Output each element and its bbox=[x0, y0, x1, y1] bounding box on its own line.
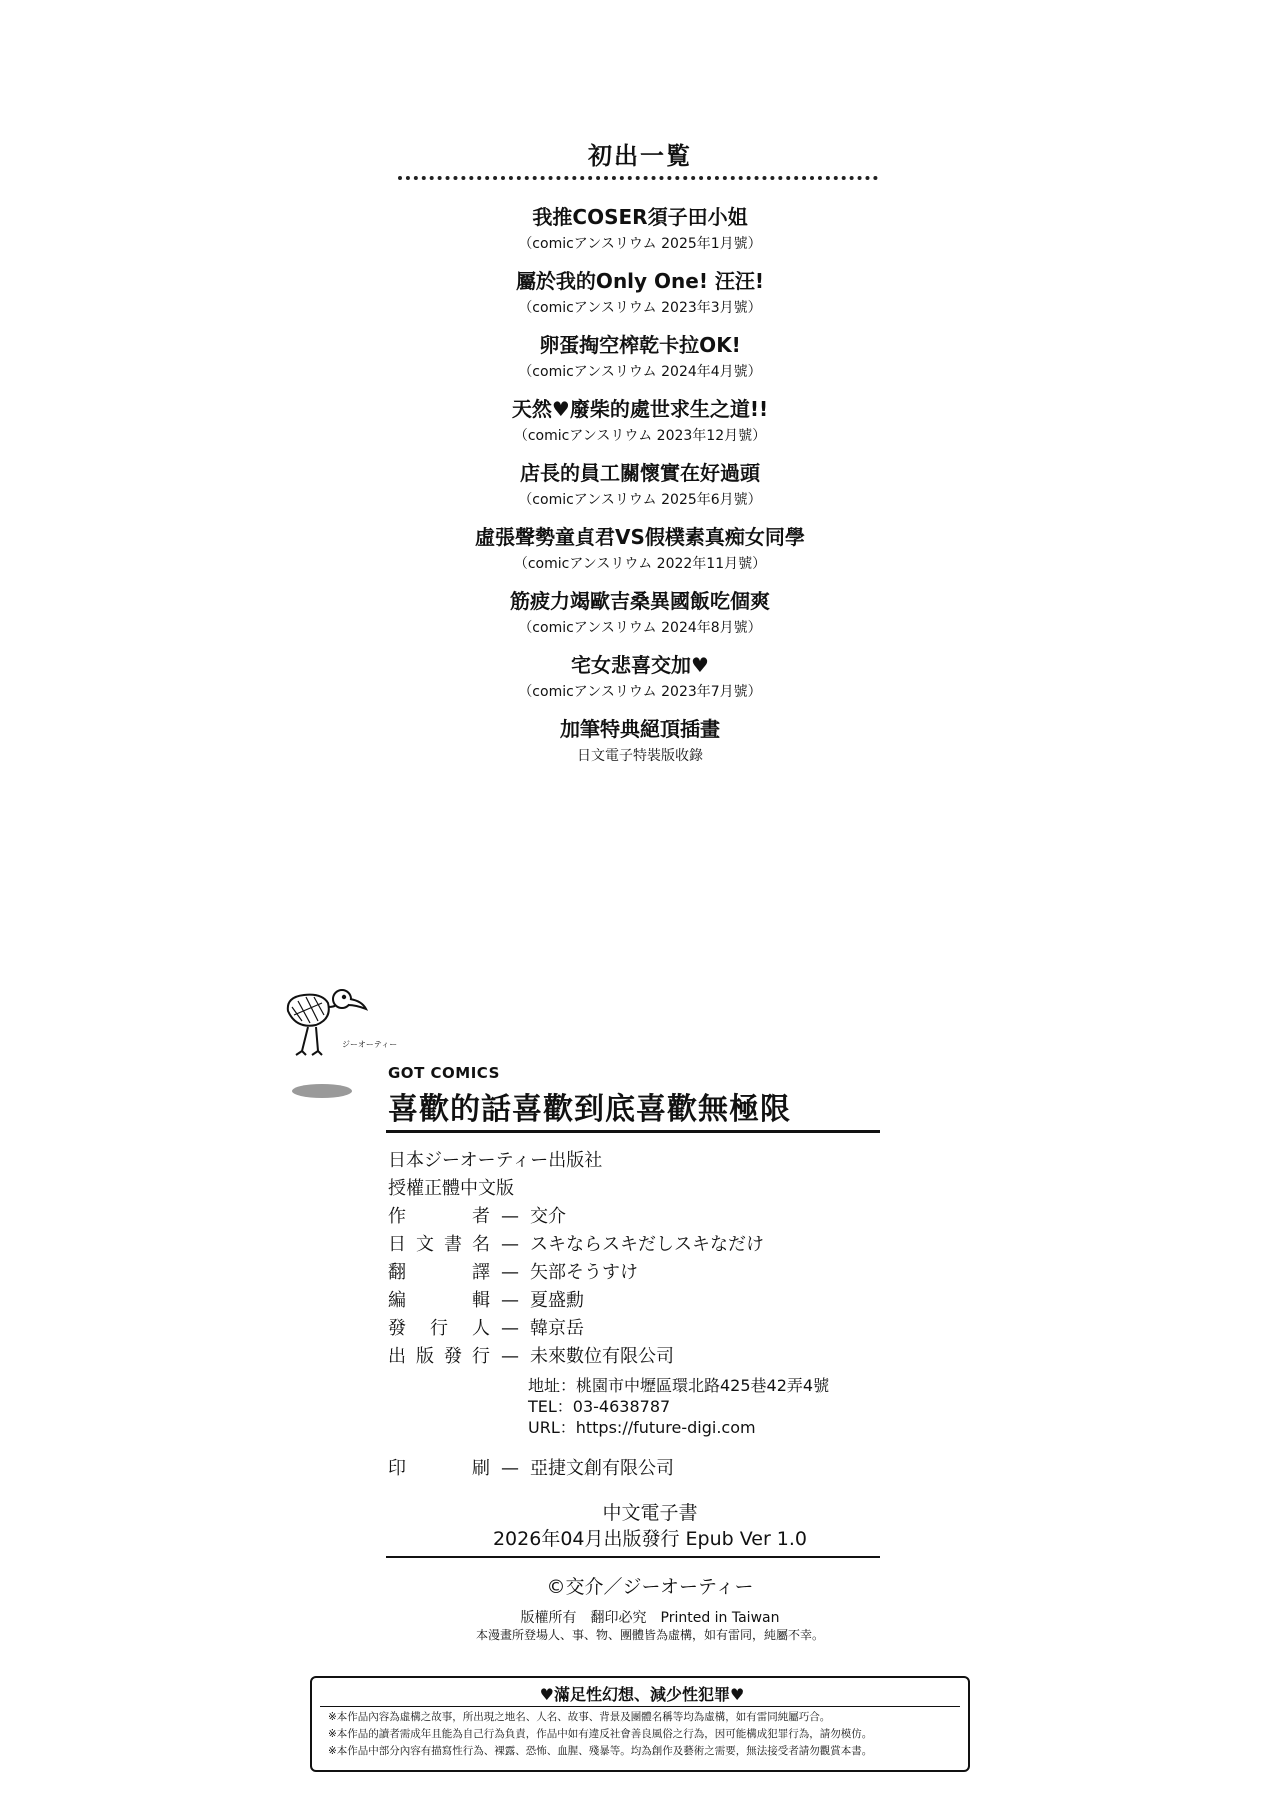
credit-row-author bbox=[388, 1204, 566, 1230]
credit-dash: — bbox=[501, 1290, 519, 1311]
credit-row-editor bbox=[388, 1288, 584, 1314]
logo-text: ジーオーティー bbox=[342, 1040, 398, 1049]
list-item bbox=[0, 204, 1280, 254]
entry-source: （comicアンスリウム 2024年4月號） bbox=[518, 364, 762, 380]
fiction-notice: 本漫畫所登場人、事、物、團體皆為虛構，如有雷同，純屬不幸。 bbox=[475, 1628, 824, 1642]
website-url: URL：https://future-digi.com bbox=[528, 1418, 756, 1437]
credit-value: 夏盛勳 bbox=[530, 1290, 584, 1311]
credit-value: スキならスキだしスキなだけ bbox=[530, 1234, 764, 1255]
credit-label: 發行人 bbox=[388, 1318, 490, 1339]
warning-divider bbox=[320, 1706, 960, 1707]
license-note: 授權正體中文版 bbox=[388, 1178, 514, 1199]
list-item bbox=[0, 268, 1280, 318]
entry-title: 宅女悲喜交加♥ bbox=[571, 653, 709, 677]
list-item bbox=[0, 652, 1280, 702]
copyright-line: ©交介／ジーオーティー bbox=[546, 1576, 754, 1598]
credit-row-distributor bbox=[388, 1344, 674, 1370]
credit-value: 交介 bbox=[530, 1206, 566, 1227]
entry-source: （comicアンスリウム 2023年7月號） bbox=[518, 684, 762, 700]
credit-label: 作者 bbox=[388, 1206, 490, 1227]
credit-dash: — bbox=[501, 1318, 519, 1339]
entry-source: 日文電子特裝版收錄 bbox=[577, 748, 703, 764]
rights-notice: 版權所有 翻印必究 Printed in Taiwan bbox=[520, 1610, 780, 1626]
entry-title: 筋疲力竭歐吉桑異國飯吃個爽 bbox=[510, 589, 770, 613]
list-item bbox=[0, 396, 1280, 446]
telephone: TEL：03-4638787 bbox=[528, 1397, 671, 1416]
dotted-divider bbox=[398, 176, 878, 180]
list-item bbox=[0, 460, 1280, 510]
entry-source: （comicアンスリウム 2023年3月號） bbox=[518, 300, 762, 316]
entry-title: 屬於我的Only One! 汪汪! bbox=[515, 269, 765, 293]
entry-source: （comicアンスリウム 2024年8月號） bbox=[518, 620, 762, 636]
credit-row-publisher-person bbox=[388, 1316, 584, 1342]
credit-row-translator bbox=[388, 1260, 638, 1286]
entry-source: （comicアンスリウム 2022年11月號） bbox=[513, 556, 767, 572]
entry-title: 卵蛋掏空榨乾卡拉OK! bbox=[539, 333, 741, 357]
entry-source: （comicアンスリウム 2025年6月號） bbox=[518, 492, 762, 508]
warning-item: ※本作品的讀者需成年且能為自己行為負責，作品中如有違反社會善良風俗之行為，因可能構成犯罪行為，請勿模仿。 bbox=[328, 1728, 873, 1740]
credit-label: 出版發行 bbox=[388, 1346, 490, 1367]
entry-title: 店長的員工關懷實在好過頭 bbox=[520, 461, 760, 485]
brand-label: GOT COMICS bbox=[388, 1064, 500, 1082]
warning-item: ※本作品中部分內容有描寫性行為、裸露、恐怖、血腥、殘暴等。均為創作及藝術之需要，無法接受者請勿觀賞本書。 bbox=[328, 1745, 873, 1757]
credit-dash: — bbox=[501, 1206, 519, 1227]
entry-title: 虛張聲勢童貞君VS假樸素真痴女同學 bbox=[475, 525, 805, 549]
entry-source: （comicアンスリウム 2023年12月號） bbox=[513, 428, 767, 444]
list-item bbox=[0, 524, 1280, 574]
first-appearance-title: 初出一覧 bbox=[588, 142, 692, 170]
entry-source: （comicアンスリウム 2025年1月號） bbox=[518, 236, 762, 252]
credit-value: 韓京岳 bbox=[530, 1318, 584, 1339]
credit-label: 翻譯 bbox=[388, 1262, 490, 1283]
warning-box bbox=[310, 1676, 970, 1772]
entry-title: 天然♥廢柴的處世求生之道!! bbox=[511, 397, 769, 421]
edition-info: 2026年04月出版發行 Epub Ver 1.0 bbox=[492, 1528, 808, 1550]
ebook-label: 中文電子書 bbox=[602, 1502, 698, 1524]
address: 地址：桃園市中壢區環北路425巷42弄4號 bbox=[528, 1376, 830, 1395]
credit-label: 編輯 bbox=[388, 1290, 490, 1311]
entry-title: 我推COSER須子田小姐 bbox=[532, 205, 748, 229]
entry-title: 加筆特典絕頂插畫 bbox=[560, 717, 720, 741]
warning-item: ※本作品內容為虛構之故事，所出現之地名、人名、故事、背景及團體名稱等均為虛構，如有雷同純屬巧合。 bbox=[328, 1711, 831, 1723]
list-item bbox=[0, 588, 1280, 638]
credit-label: 日文書名 bbox=[388, 1234, 490, 1255]
credit-row-original-title bbox=[388, 1232, 764, 1258]
credit-value: 亞捷文創有限公司 bbox=[530, 1458, 674, 1479]
bird-logo-icon bbox=[282, 985, 398, 1103]
credit-dash: — bbox=[501, 1262, 519, 1283]
publisher: 日本ジーオーティー出版社 bbox=[388, 1150, 603, 1171]
edition-rule bbox=[386, 1556, 880, 1558]
credit-dash: — bbox=[501, 1346, 519, 1367]
credit-dash: — bbox=[501, 1234, 519, 1255]
list-item bbox=[0, 716, 1280, 766]
credit-dash: — bbox=[501, 1458, 519, 1479]
warning-title: ♥滿足性幻想、減少性犯罪♥ bbox=[539, 1685, 745, 1704]
book-title: 喜歡的話喜歡到底喜歡無極限 bbox=[388, 1092, 791, 1127]
credit-value: 矢部そうすけ bbox=[530, 1262, 638, 1283]
list-item bbox=[0, 332, 1280, 382]
credit-value: 未來數位有限公司 bbox=[530, 1346, 674, 1367]
credit-label: 印刷 bbox=[388, 1458, 490, 1479]
title-rule bbox=[386, 1130, 880, 1133]
credit-row-printer bbox=[388, 1456, 674, 1482]
